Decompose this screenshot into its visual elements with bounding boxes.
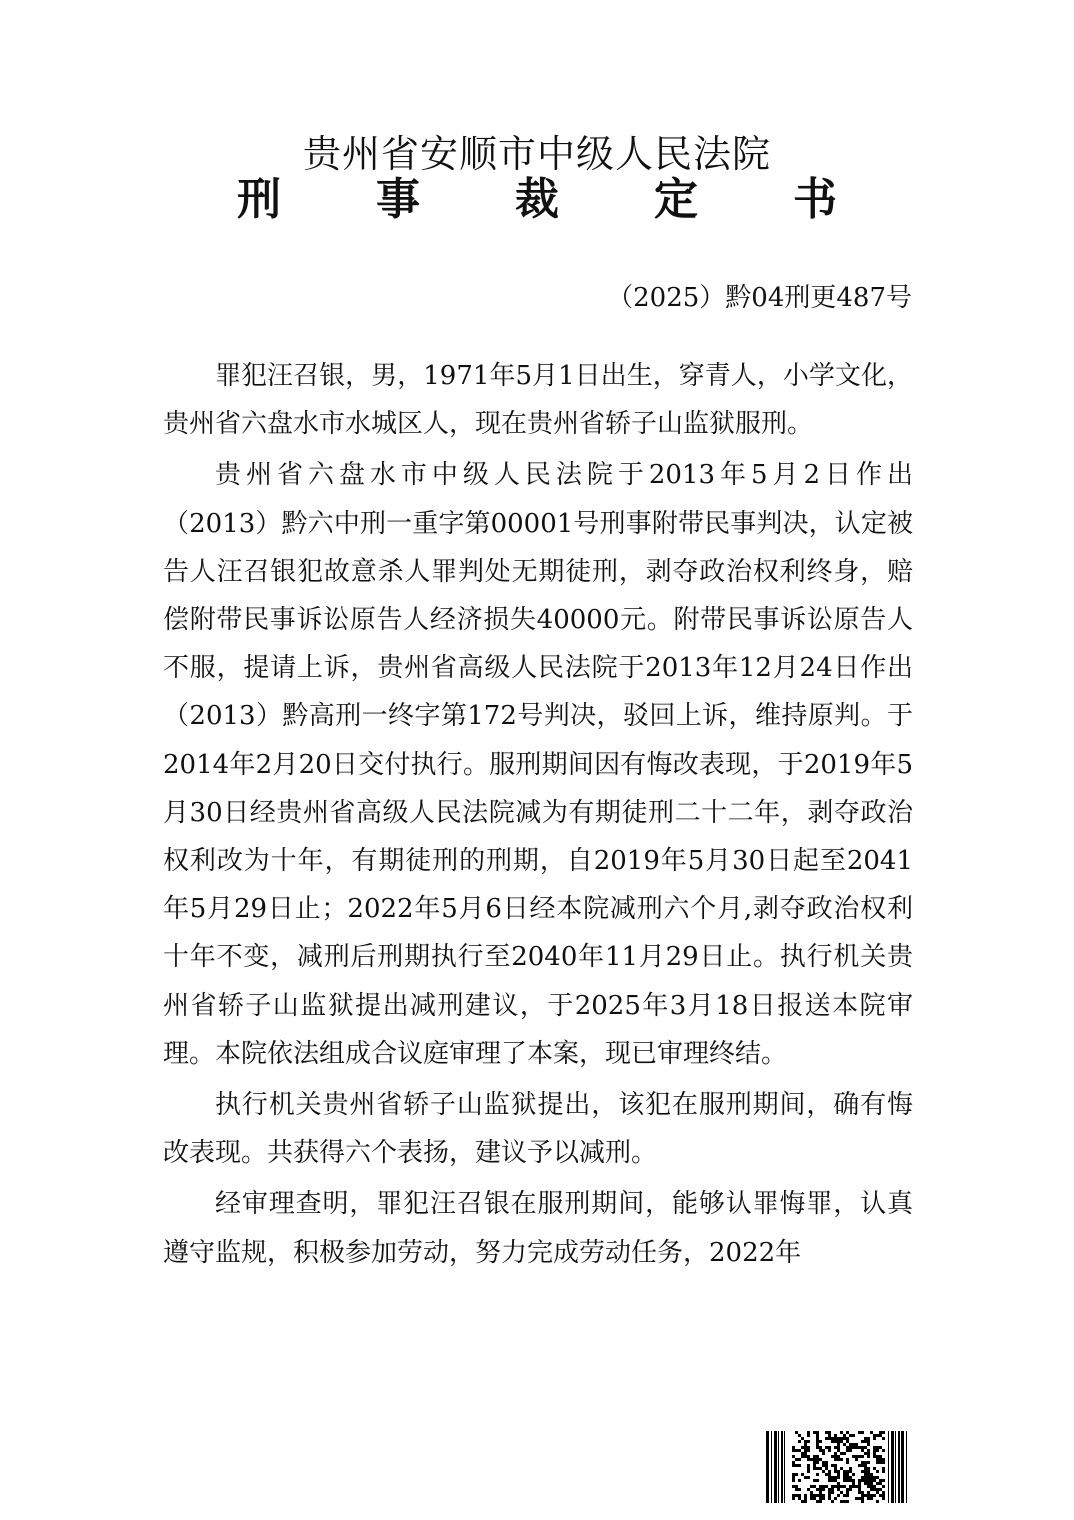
paragraph-defendant-info: 罪犯汪召银，男，1971年5月1日出生，穿青人，小学文化，贵州省六盘水市水城区人，现在贵州省轿子山监狱服刑。 (163, 361, 913, 440)
doc-type-char: 书 (793, 174, 837, 225)
paragraph-case-history: 贵州省六盘水市中级人民法院于2013年5月2日作出（2013）黔六中刑一重字第00001号刑事附带民事判决，认定被告人汪召银犯故意杀人罪判处无期徒刑，剥夺政治权利终身，赔偿附带民事诉讼原告人经济损失40000元。附带民事诉讼原告人不服，提请上诉，贵州省高级人民法院于2013年12月24日作出（2013）黔高刑一终字第172号判决，驳回上诉，维持原判。于2014年2月20日交付执行。服刑期间因有悔改表现，于2019年5月30日经贵州省高级人民法院减为有期徒刑二十二年，剥夺政治权利改为十年，有期徒刑的刑期，自2019年5月30日起至2041年5月29日止；2022年5月6日经本院减刑六个月,剥夺政治权利十年不变，减刑后刑期执行至2040年11月29日止。执行机关贵州省轿子山监狱提出减刑建议，于2025年3月18日报送本院审理。本院依法组成合议庭审理了本案，现已审理终结。 (163, 460, 913, 1069)
paragraph-findings: 经审理查明，罪犯汪召银在服刑期间，能够认罪悔罪，认真遵守监规，积极参加劳动，努力完成劳动任务，2022年 (163, 1189, 913, 1268)
document-body (163, 352, 913, 1280)
doc-type-char: 事 (376, 174, 420, 225)
barcode-graphic (766, 1431, 912, 1503)
doc-type-char: 刑 (237, 174, 281, 225)
paragraph-prison-proposal: 执行机关贵州省轿子山监狱提出，该犯在服刑期间，确有悔改表现。共获得六个表扬，建议予以减刑。 (163, 1090, 913, 1169)
case-number: （2025）黔04刑更487号 (607, 283, 912, 313)
doc-type-char: 裁 (515, 174, 559, 225)
court-name: 贵州省安顺市中级人民法院 (302, 132, 771, 176)
document-type-title (237, 174, 837, 226)
doc-type-char: 定 (654, 174, 698, 225)
